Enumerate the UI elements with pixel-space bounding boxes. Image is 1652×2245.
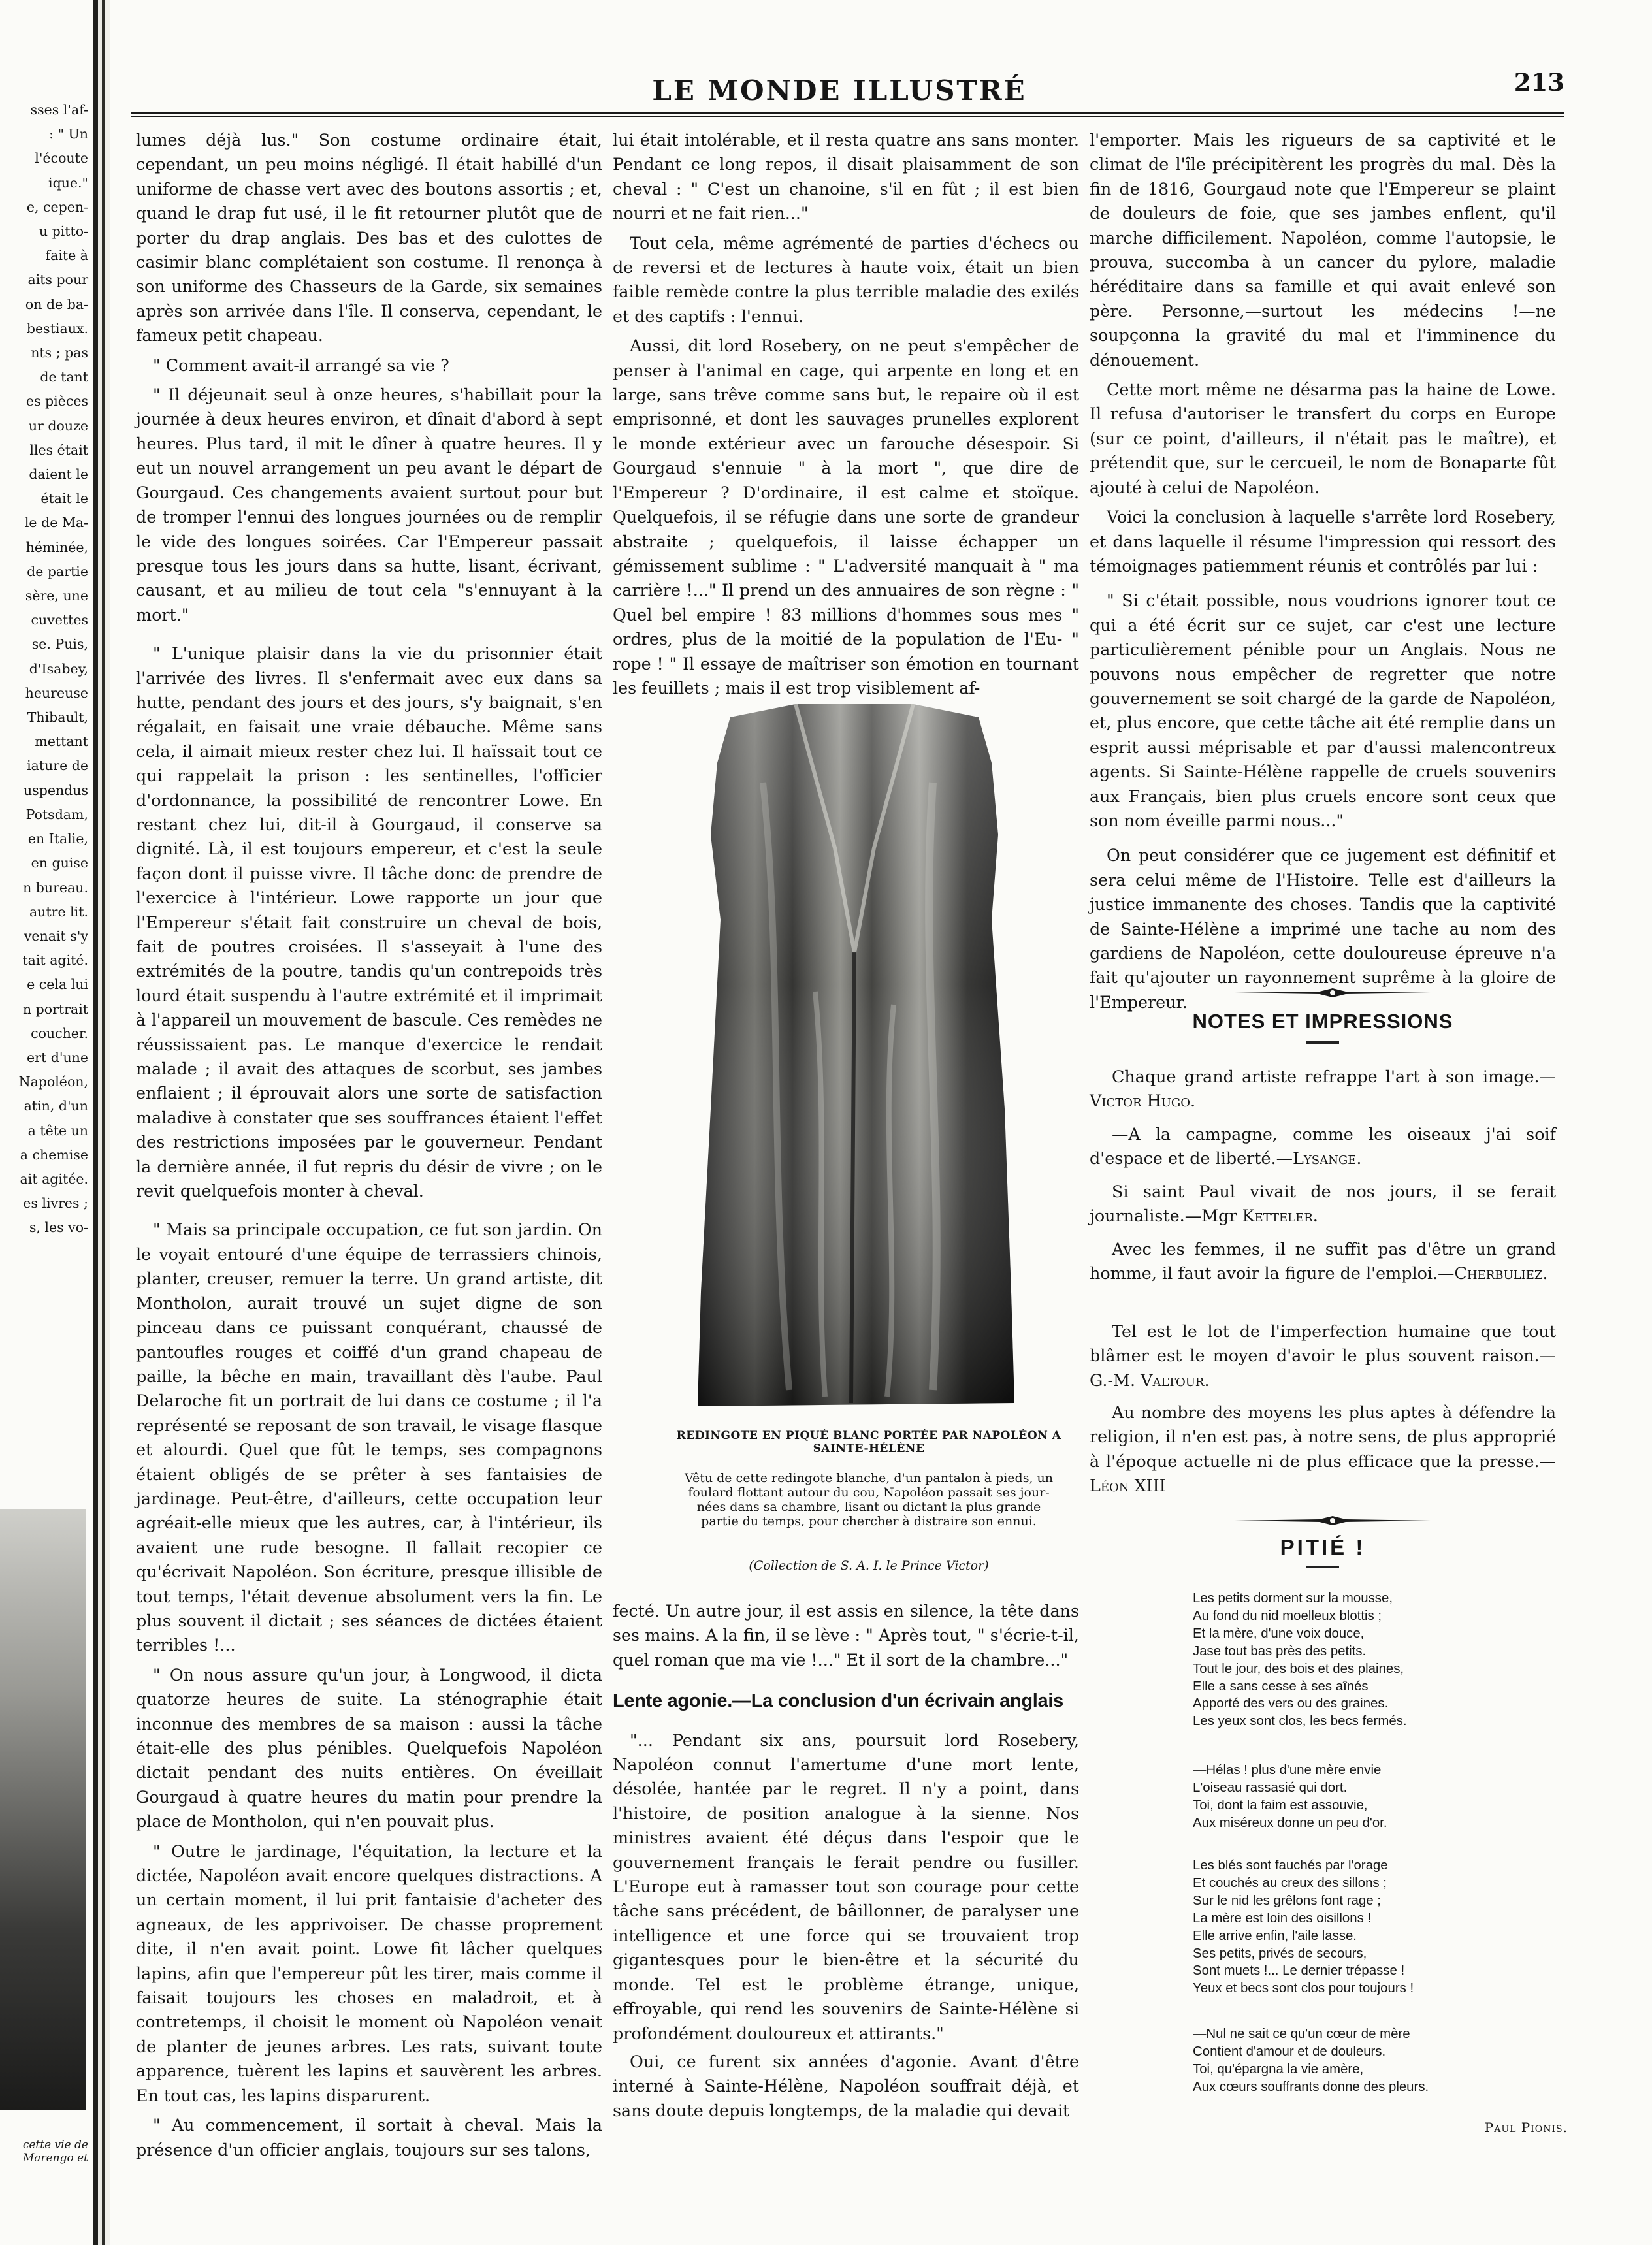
note-author: Ketteler.: [1242, 1206, 1318, 1226]
note-item: [1090, 1319, 1556, 1393]
poem-author: Paul Pionis.: [1484, 2120, 1568, 2135]
column-2: [613, 128, 1079, 700]
left-strip-fragment: venait s'y: [24, 928, 88, 944]
left-strip-fragment: es pièces: [25, 393, 88, 410]
note-item: [1090, 1400, 1556, 1498]
page-number: 213: [1514, 68, 1564, 97]
poem-line: Tout le jour, des bois et des plaines,: [1193, 1661, 1404, 1676]
poem-line: Et la mère, d'une voix douce,: [1193, 1626, 1365, 1641]
note-item: [1090, 1180, 1556, 1229]
paragraph: On peut considérer que ce jugement est définitif et sera celui même de l'Histoire. Telle est d'ailleurs la justice immanente des choses. Tandis que la captivité de Sainte-Hélène a imprimé une tache au nom des gardiens de Napoléon, cette douloureuse épreuve n'a fait qu'ajouter un rayonnement suprême à la gloire de l'Empereur.: [1090, 845, 1556, 1012]
poem-line: Les blés sont fauchés par l'orage: [1193, 1858, 1388, 1873]
left-strip-fragment: de partie: [27, 563, 88, 579]
paragraph: " Mais sa principale occupation, ce fut son jardin. On le voyait entouré d'une équipe de terrassiers chinois, planter, creuser, remuer la terre. Un grand artiste, dit Montholon, aurait trouvé un sujet digne de son pinceau dans ce puissant conquérant, chaussé de pantoufles rouges et coiffé d'un grand chapeau de paille, la bêche en main, travaillant dès l'aube. Paul Delaroche fit un portrait de lui dans ce costume ; il l'a représenté se reposant de son travail, le visage flasque et alourdi. Quel que fût le temps, ses compagnons étaient obligés de se prêter à ses fantaisies de jardinage. Peut-être, d'ailleurs, cette occupation leur agréait-elle mieux que les autres, car, à l'intérieur, ils avaient une rude besogne. Il fallait recopier ce qu'écrivait Napoléon. Son écriture, presque illisible de tout temps, l'était devenue absolument vers la fin. Le plus souvent il dictait ; ses séances de dictées étaient terribles !...: [136, 1219, 602, 1655]
left-strip-fragment: l'écoute: [35, 150, 88, 167]
left-strip-fragment: ique.": [48, 174, 88, 191]
left-strip-fragment: mettant: [35, 734, 88, 750]
poem-line: Les yeux sont clos, les becs fermés.: [1193, 1714, 1407, 1729]
left-strip-fragment: on de ba-: [25, 296, 88, 312]
masthead-rule: [131, 112, 1564, 117]
note-author: Léon XIII: [1090, 1476, 1166, 1496]
paragraph: lumes déjà lus." Son costume ordinaire était, cependant, un peu moins négligé. Il était habillé d'un uniforme de chasse vert avec des boutons assortis ; et, quand le drap fut usé, il le fit retourner plutôt que de porter du drap anglais. Des bas et des culottes de casimir blanc complétaient son costume. Il renonça à son uniforme des Chasseurs de la Garde, six semaines après son arrivée dans l'île. Il conserva, cependant, le fameux petit chapeau.: [136, 130, 602, 346]
left-strip-fragment: en guise: [31, 855, 88, 871]
note-author: Cherbuliez.: [1454, 1263, 1548, 1284]
left-strip-fragment: e, cepen-: [26, 199, 88, 215]
left-strip-fragment: ert d'une: [27, 1049, 88, 1065]
poem-line: Elle a sans cesse à ses aînés: [1193, 1679, 1369, 1694]
poem-line: Au fond du nid moelleux blottis ;: [1193, 1608, 1382, 1623]
left-strip-fragment: : " Un: [49, 126, 88, 142]
left-strip-fragment: d'Isabey,: [29, 660, 88, 677]
left-strip-fragment: autre lit.: [29, 903, 88, 920]
left-strip-fragment: lles était: [29, 442, 88, 458]
left-strip-fragment: ait agitée.: [20, 1171, 88, 1187]
column-2-bottom: [613, 1599, 1079, 2123]
paragraph: " On nous assure qu'un jour, à Longwood, il dicta quatorze heures de suite. La sténographie était inconnue des membres de sa maison : aussi la tâche était-elle des plus pénibles. Quelquefois Napoléon dictait pendant des nuits entières. On éveillait Gourgaud à quatre heures du matin pour prendre la place de Montholon, qui n'en pouvait plus.: [136, 1664, 602, 1832]
paragraph: " Il déjeunait seul à onze heures, s'habillait pour la journée à deux heures environ, et dînait d'abord à sept heures. Plus tard, il mit le dîner à quatre heures. Il y eut un nouvel arrangement un peu avant le départ de Gourgaud. Ces changements avaient surtout pour but de tromper l'ennui des longues journées ou de remplir le vide des longues soirées. Car l'Empereur passait presque tous les jours dans sa hutte, lisant, écrivant, causant, et au milieu de tout cela "s'ennuyant à la mort.": [136, 385, 602, 624]
poem-stanza: [1193, 2026, 1559, 2096]
left-strip-fragment: était le: [40, 491, 88, 507]
note-item: [1090, 1122, 1556, 1171]
left-strip-fragment: héminée,: [25, 539, 88, 555]
left-strip-fragment: n portrait: [22, 1001, 88, 1017]
left-strip-fragment: e cela lui: [27, 977, 88, 993]
left-strip-fragment: de tant: [40, 369, 88, 385]
section-heading: Lente agonie.—La conclusion d'un écrivain anglais: [613, 1690, 1063, 1712]
left-strip-fragment: a tête un: [27, 1122, 88, 1139]
column-3: [1090, 128, 1556, 1014]
poem-line: Et couchés au creux des sillons ;: [1193, 1875, 1387, 1890]
left-strip-fragment: sère, une: [25, 588, 88, 604]
poem-stanza: [1193, 1590, 1559, 1730]
left-strip-fragment: faite à: [45, 248, 88, 264]
left-strip-fragment: Thibault,: [27, 709, 88, 726]
left-strip-fragment: heureuse: [25, 685, 88, 701]
paragraph: Cette mort même ne désarma pas la haine de Lowe. Il refusa d'autoriser le transfert du corps en Europe (sur ce point, d'ailleurs, il n'était pas le maître), et prétendit que, sur le cercueil, le nom de Bonaparte fût ajouté à celui de Napoléon.: [1090, 380, 1556, 497]
paragraph: "... Pendant six ans, poursuit lord Rosebery, Napoléon connut l'amertume d'une mort lente, désolée, hantée par le regret. Il n'y a point, dans l'histoire, de position analogue à la sienne. Nos ministres avaient été déçus dans l'espoir que le gouvernement français le ferait pendre ou fusiller. L'Europe eut à ramasser tout son courage pour cette tâche sans précédent, de bâillonner, de paralyser une intelligence et une force qui se trouvaient trop gigantesques pour le bien-être et la sécurité du monde. Tel est le problème étrange, unique, effroyable, qui rend les souvenirs de Sainte-Hélène si profondément douloureux et attirants.": [613, 1730, 1079, 2043]
paragraph: " Si c'était possible, nous voudrions ignorer tout ce qui a été écrit sur ce sujet, car c'est une lecture particulièrement pénible pour un Anglais. Nous ne pouvons nous empêcher de regretter que notre gouvernement se soit chargé de la garde de Napoléon, et, plus encore, que cette tâche ait été remplie dans un esprit aussi méprisable et par d'aussi malencontreux agents. Si Sainte-Hélène rappelle de cruels souvenirs aux Français, bien plus cruels encore sont ceux que son nom éveille parmi nous...": [1090, 590, 1556, 830]
note-text: Si saint Paul vivait de nos jours, il se ferait journaliste.—Mgr: [1090, 1182, 1556, 1226]
title-underline: [1306, 1041, 1339, 1044]
left-strip-fragment: daient le: [29, 466, 88, 483]
poem-line: Contient d'amour et de douleurs.: [1193, 2044, 1386, 2059]
binding-spine: [93, 0, 110, 2245]
left-strip-fragment: bestiaux.: [26, 320, 88, 336]
ornament-divider: [1228, 986, 1437, 999]
poem-stanza: [1193, 1762, 1559, 1832]
note-text: —A la campagne, comme les oiseaux j'ai soif d'espace et de liberté.—: [1090, 1124, 1556, 1169]
note-text: Chaque grand artiste refrappe l'art à son image.—: [1112, 1067, 1556, 1086]
left-strip-fragment: Potsdam,: [25, 806, 88, 822]
paragraph: " Au commencement, il sortait à cheval. Mais la présence d'un officier anglais, toujours sur ses talons,: [136, 2115, 602, 2159]
left-strip-fragment: coucher.: [31, 1025, 88, 1041]
column-1: [136, 128, 602, 2162]
note-author: Valtour.: [1141, 1370, 1210, 1390]
paragraph: " Outre le jardinage, l'équitation, la lecture et la dictée, Napoléon avait encore quelques distractions. A un certain moment, il lui prit fantaisie d'acheter des agneaux, de les apprivoiser. De chasse proprement dite, il n'en avait point. Lowe fit lâcher quelques lapins, afin que l'empereur pût les tirer, mais comme il faisait toujours les choses en maladroit, et à contretemps, il choisit le moment où Napoléon venait de planter de jeunes arbres. Les rats, suivant toute apparence, tuèrent les lapins et sauvèrent les arbres. En tout cas, les lapins disparurent.: [136, 1841, 602, 2105]
poem-line: Aux miséreux donne un peu d'or.: [1193, 1815, 1387, 1830]
poem-line: —Hélas ! plus d'une mère envie: [1193, 1763, 1382, 1777]
photo-caption-title: REDINGOTE EN PIQUÉ BLANC PORTÉE PAR NAPOLÉON A SAINTE-HÉLÈNE: [676, 1429, 1061, 1455]
left-strip-photo: [0, 1509, 86, 2110]
paragraph: Oui, ce furent six années d'agonie. Avant d'être interné à Sainte-Hélène, Napoléon souffrait déjà, et sans doute depuis longtemps, de la maladie qui devait: [613, 2051, 1079, 2120]
poem-line: Toi, dont la faim est assouvie,: [1193, 1798, 1368, 1813]
note-text: Au nombre des moyens les plus aptes à défendre la religion, il n'en est pas, à notre sens, de plus approprié à l'époque actuelle ni de plus efficace que la presse.—: [1090, 1402, 1556, 1471]
poem-line: Sont muets !... Le dernier trépasse !: [1193, 1963, 1405, 1979]
paragraph: " Comment avait-il arrangé sa vie ?: [153, 355, 449, 375]
poem-line: Ses petits, privés de secours,: [1193, 1946, 1367, 1961]
left-strip-fragment: n bureau.: [23, 879, 88, 896]
paragraph: Voici la conclusion à laquelle s'arrête lord Rosebery, et dans laquelle il résume l'impression qui ressort des témoignages patiemment réunis et contrôlés par lui :: [1090, 507, 1556, 575]
paragraph: lui était intolérable, et il resta quatre ans sans monter. Pendant ce long repos, il disait plaisamment de son cheval : " C'est un chanoine, s'il en fût ; il est bien nourri et ne fait rien...": [613, 130, 1079, 223]
left-strip-fragment: es livres ;: [23, 1195, 88, 1212]
poem-line: Yeux et becs sont clos pour toujours !: [1193, 1981, 1414, 1996]
redingote-photo: [685, 704, 1024, 1419]
poem-line: —Nul ne sait ce qu'un cœur de mère: [1193, 2027, 1410, 2041]
left-strip-fragments: [0, 98, 91, 1240]
poem-line: Toi, qu'épargna la vie amère,: [1193, 2061, 1364, 2076]
title-underline: [1306, 1566, 1339, 1568]
left-strip-fragment: u pitto-: [39, 223, 88, 240]
poem-line: Elle arrive enfin, l'aile lasse.: [1193, 1928, 1357, 1943]
poem-stanza: [1193, 1857, 1559, 1997]
poem-title: PITIÉ !: [1280, 1535, 1366, 1559]
left-strip-fragment: aits pour: [27, 272, 88, 288]
ornament-divider: [1228, 1514, 1437, 1527]
left-strip-fragment: uspendus: [23, 782, 88, 798]
note-text: Avec les femmes, il ne suffit pas d'être un grand homme, il faut avoir la figure de l'emploi.—: [1090, 1239, 1556, 1284]
note-author: Lysange.: [1293, 1148, 1362, 1169]
left-strip-fragment: tait agité.: [22, 952, 88, 969]
left-strip-fragment: nts ; pas: [31, 345, 88, 361]
poem-line: Les petits dorment sur la mousse,: [1193, 1591, 1393, 1606]
left-strip-fragment: sses l'af-: [30, 102, 88, 118]
left-strip-fragment: cuvettes: [31, 612, 88, 628]
left-strip-fragment: en Italie,: [27, 831, 88, 847]
left-strip-fragment: Napoléon,: [18, 1074, 88, 1090]
note-item: [1090, 1237, 1556, 1286]
left-page-strip: [0, 98, 91, 2245]
poem-line: La mère est loin des oisillons !: [1193, 1911, 1372, 1926]
note-item: [1090, 1065, 1556, 1114]
note-author: Victor Hugo.: [1090, 1091, 1196, 1111]
poem-line: L'oiseau rassasié qui dort.: [1193, 1780, 1348, 1795]
note-text: Tel est le lot de l'imperfection humaine que tout blâmer est le moyen d'avoir le plus souvent raison.—G.-M.: [1090, 1321, 1556, 1390]
notes-title: NOTES ET IMPRESSIONS: [1192, 1010, 1453, 1033]
paragraph: fecté. Un autre jour, il est assis en silence, la tête dans ses mains. A la fin, il se lève : " Après tout, " s'écrie-t-il, quel roman que ma vie !..." Et il sort de la chambre...": [613, 1601, 1079, 1670]
masthead: [114, 63, 1564, 115]
poem-line: Aux cœurs souffrants donne des pleurs.: [1193, 2079, 1429, 2094]
left-strip-fragment: le de Ma-: [24, 515, 88, 531]
photo-credit: (Collection de S. A. I. le Prince Victor): [749, 1559, 989, 1573]
paragraph: l'emporter. Mais les rigueurs de sa captivité et le climat de l'île précipitèrent les progrès du mal. Dès la fin de 1816, Gourgaud note que l'Empereur se plaint de douleurs de foie, que ses jambes enflent, qu'il marche difficilement. Napoléon, comme l'autopsie, le prouva, succomba à un cancer du pylore, maladie héréditaire dans sa famille et qui avait enlevé son père. Personne,—surtout les médecins !—ne soupçonna la gravité du mal et l'imminence du dénouement.: [1090, 130, 1556, 370]
left-strip-fragment: ur douze: [28, 417, 88, 434]
poem-line: Jase tout bas près des petits.: [1193, 1643, 1367, 1658]
poem-line: Apporté des vers ou des graines.: [1193, 1696, 1389, 1711]
left-strip-fragment: a chemise: [20, 1146, 88, 1163]
left-strip-fragment: s, les vo-: [29, 1219, 88, 1236]
photo-caption-body: Vêtu de cette redingote blanche, d'un pantalon à pieds, un foulard flottant autour du cou, Napoléon passait ses jour- nées dans sa chambre, lisant ou dictant la plus grande partie du temps, pour chercher à distraire son ennui.: [684, 1471, 1054, 1528]
left-strip-caption: cette vie de Marengo et: [22, 2139, 88, 2165]
paragraph: " L'unique plaisir dans la vie du prisonnier était l'arrivée des livres. Il s'enfermait avec eux dans sa hutte, pendant des jours et des jours, s'y baignait, s'en régalait, en faisait une vraie débauche. Même sans cela, il aimait mieux rester chez lui. Il haïssait tout ce qui rappelait la prison : les sentinelles, l'officier d'ordonnance, la possibilité de rencontrer Lowe. En restant chez lui, dit-il à Gourgaud, il conserve sa dignité. Là, il est toujours empereur, et c'est la seule façon dont il puisse vivre. Il tâche donc de prendre de l'exercice à l'intérieur. Lowe rapporte un jour que l'Empereur s'était fait construire un cheval de bois, fait de poutres croisées. Il s'asseyait à l'une des extrémités de la poutre, tandis qu'un contrepoids très lourd était suspendu à l'autre extrémité et il imprimait à l'appareil un mouvement de bascule. Ces remèdes ne réussissaient pas. Le manque d'exercice le rendait malade ; il avait des attaques de scorbut, ses jambes enflaient ; il éprouvait alors une sorte de satisfaction maladive à constater que ses souffrances étaient l'effet des restrictions imposées par le gouverneur. Pendant la dernière année, il fut repris du désir de vivre ; on le revit quelquefois monter à cheval.: [136, 643, 602, 1201]
paragraph: Tout cela, même agrémenté de parties d'échecs ou de reversi et de lectures à haute voix, était un bien faible remède contre la plus terrible maladie des exilés et des captifs : l'ennui.: [613, 233, 1079, 326]
left-strip-fragment: se. Puis,: [31, 636, 88, 653]
left-strip-fragment: iature de: [27, 758, 88, 774]
left-strip-fragment: atin, d'un: [24, 1098, 88, 1114]
paragraph: Aussi, dit lord Rosebery, on ne peut s'empêcher de penser à l'animal en cage, qui arpente en long et en large, sans trêve comme sans but, le repaire où il est emprisonné, et dont les sauvages prunelles explorent le monde extérieur avec un farouche désespoir. Si Gourgaud s'ennuie " à la mort ", que dire de l'Empereur ? D'ordinaire, il est calme et stoïque. Quelquefois, il se réfugie dans une sorte de grandeur abstraite ; quelquefois, il laisse échapper un gémissement sublime : " L'adversité manquait à " ma carrière !..." Il prend un des annuaires de son règne : " Quel bel empire ! 83 millions d'hommes sous mes " ordres, plus de la moitié de la population de l'Eu- " rope ! " Il essaye de maîtriser son émotion en tournant les feuillets ; mais il est trop visiblement af-: [613, 336, 1079, 698]
poem-line: Sur le nid les grêlons font rage ;: [1193, 1893, 1381, 1908]
masthead-title: LE MONDE ILLUSTRÉ: [652, 74, 1027, 106]
